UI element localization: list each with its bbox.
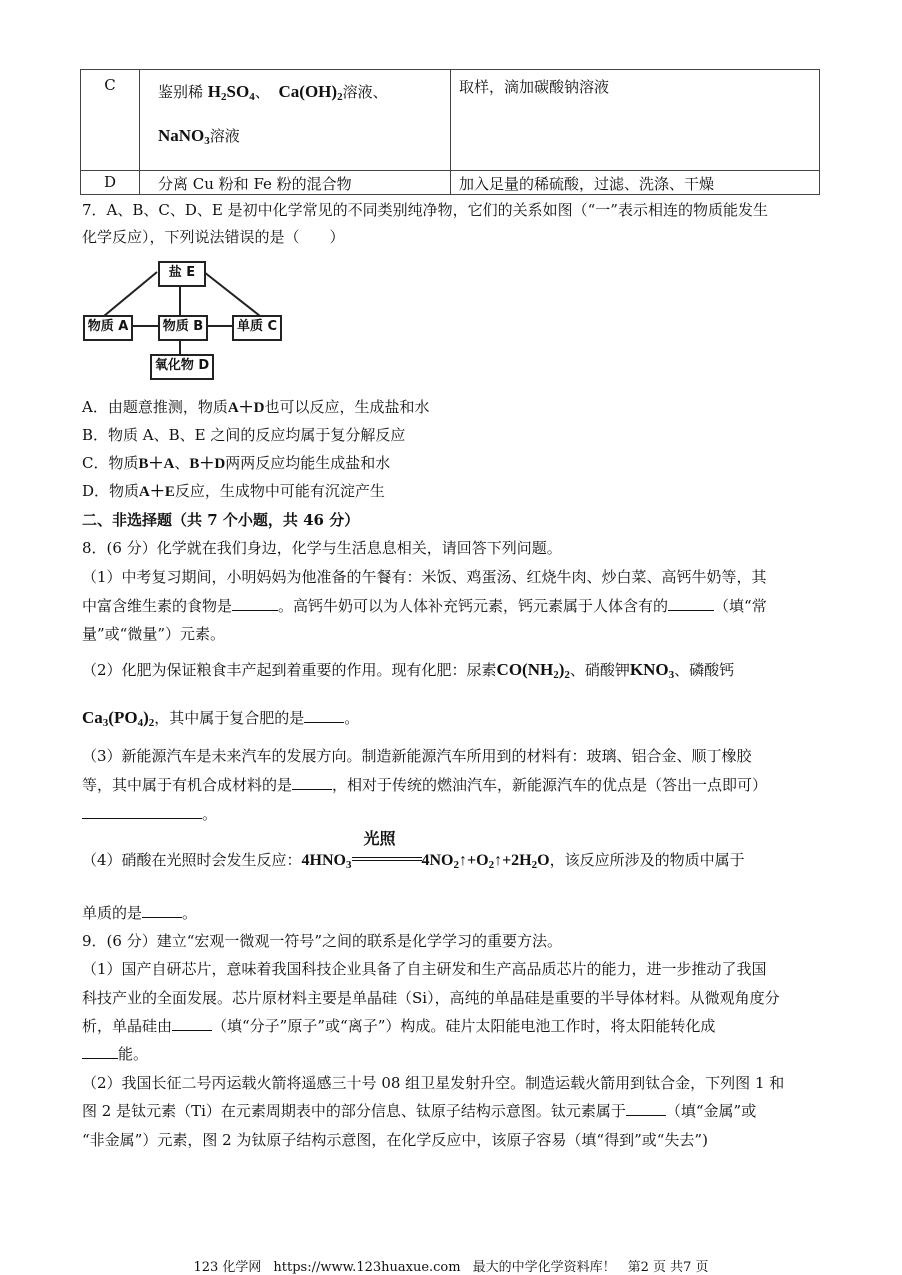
answer-blank[interactable]	[172, 1016, 212, 1031]
q8-p2-line2: $Ca_3(PO_4)_2$，其中属于复合肥的是 。	[82, 708, 360, 729]
option-method-cell	[451, 70, 820, 171]
q8-p3-line2: 等，其中属于有机合成材料的是 ，相对于传统的燃油汽车，新能源汽车的优点是（答出一点即可）	[82, 776, 768, 794]
q9-p1-line4: 能。	[82, 1044, 148, 1064]
footer-page-number: 第2 页 共7 页	[627, 1260, 709, 1275]
node-element-c: 单质 C	[232, 315, 282, 341]
option-letter-cell	[81, 171, 140, 195]
q8-p1-line1: （1）中考复习期间，小明妈妈为他准备的午餐有：米饭、鸡蛋汤、红烧牛肉、炒白菜、高钙牛奶等，其	[82, 568, 767, 586]
answer-blank[interactable]	[142, 903, 182, 918]
node-salt-e: 盐 E	[158, 261, 206, 287]
answer-blank[interactable]	[626, 1101, 666, 1116]
q8-stem: 8．(6 分）化学就在我们身边，化学与生活息息相关，请回答下列问题。	[82, 539, 562, 557]
option-method-cell	[451, 171, 820, 195]
option-letter: C	[104, 76, 116, 94]
footer-url[interactable]: https://www.123huaxue.com	[273, 1260, 461, 1275]
reaction-arrow	[352, 829, 422, 867]
options-table	[80, 69, 820, 195]
option-letter-cell	[81, 70, 140, 171]
q9-p2-line3: “非金属”）元素，图 2 为钛原子结构示意图，在化学反应中，该原子容易（填“得到”或“失去”)	[82, 1131, 708, 1149]
option-content-cell	[140, 70, 451, 171]
q9-p2-line2: 图 2 是钛元素（Ti）在元素周期表中的部分信息、钛原子结构示意图。钛元素属于 （填“金属”或	[82, 1102, 757, 1120]
q7-option-d: D．物质A＋E反应，生成物中可能有沉淀产生	[82, 482, 385, 500]
q7-stem-line2: 化学反应），下列说法错误的是（ ）	[82, 228, 345, 246]
q9-p1-line1: （1）国产自研芯片，意味着我国科技企业具备了自主研发和生产高品质芯片的能力，进一步推动了我国	[82, 960, 767, 978]
q9-p1-line2: 科技产业的全面发展。芯片原材料主要是单晶硅（Si），高纯的单晶硅是重要的半导体材料。从微观角度分	[82, 989, 780, 1007]
footer-slogan: 最大的中学化学资料库！	[472, 1260, 616, 1275]
q9-stem: 9．(6 分）建立“宏观一微观一符号”之间的联系是化学学习的重要方法。	[82, 932, 563, 950]
relation-diagram	[82, 258, 282, 383]
table-row	[81, 70, 820, 171]
q7-stem-line1: 7．A、B、C、D、E 是初中化学常见的不同类别纯净物，它们的关系如图（“一”表示相连的物质能发生	[82, 201, 768, 219]
answer-blank[interactable]	[82, 1044, 118, 1059]
q7-option-a: A．由题意推测，物质A＋D也可以反应，生成盐和水	[82, 398, 430, 416]
q8-p4-line2: 单质的是 。	[82, 904, 198, 922]
q8-p1-line2: 中富含维生素的食物是 。高钙牛奶可以为人体补充钙元素，钙元素属于人体含有的 （填“常	[82, 597, 767, 615]
q8-p2-line1: （2）化肥为保证粮食丰产起到着重要的作用。现有化肥：尿素$CO(NH_2)_2$、硝酸钾$KNO_3$、磷酸钙	[82, 660, 735, 681]
q8-p1-line3: 量”或“微量”）元素。	[82, 625, 226, 643]
answer-blank[interactable]	[292, 775, 332, 790]
node-oxide-d: 氧化物 D	[150, 354, 214, 380]
option-content: 鉴别稀 $H_2SO_4$、 $Ca(OH)_2$溶液、	[158, 82, 388, 103]
option-letter: D	[103, 173, 117, 191]
q7-option-c: C．物质B＋A、B＋D两两反应均能生成盐和水	[82, 454, 391, 472]
q8-p4-line1: （4）硝酸在光照时会发生反应：$4HNO_3$ 光照 $4NO_2↑+O_2↑+2H_2O$，该反应所涉及的物质中属于	[82, 829, 745, 871]
answer-blank[interactable]	[232, 596, 278, 611]
footer-site: 123 化学网	[193, 1260, 262, 1275]
option-content: 分离 Cu 粉和 Fe 粉的混合物	[158, 175, 352, 193]
answer-blank[interactable]	[304, 708, 344, 723]
answer-blank[interactable]	[668, 596, 714, 611]
q8-p3-line3: 。	[82, 804, 217, 824]
node-substance-b: 物质 B	[158, 315, 208, 341]
q7-option-b: B．物质 A、B、E 之间的反应均属于复分解反应	[82, 426, 406, 444]
q8-p3-line1: （3）新能源汽车是未来汽车的发展方向。制造新能源汽车所用到的材料有：玻璃、铝合金、顺丁橡胶	[82, 747, 752, 765]
section2-title: 二、非选择题（共 7 个小题，共 46 分）	[82, 511, 360, 529]
page-footer	[0, 1256, 902, 1275]
table-row	[81, 171, 820, 195]
option-content-line2: NaNO$_3$溶液	[158, 126, 240, 147]
reaction-condition: 光照	[363, 829, 396, 848]
q9-p1-line3: 析，单晶硅由 （填“分子”原子”或“离子”）构成。硅片太阳能电池工作时，将太阳能转化成	[82, 1017, 716, 1035]
q9-p2-line1: （2）我国长征二号丙运载火箭将遥感三十号 08 组卫星发射升空。制造运载火箭用到钛合金，下列图 1 和	[82, 1074, 785, 1092]
option-method: 取样，滴加碳酸钠溶液	[459, 78, 610, 96]
node-substance-a: 物质 A	[83, 315, 133, 341]
answer-blank[interactable]	[82, 804, 202, 819]
option-method: 加入足量的稀硫酸，过滤、洗涤、干燥	[459, 175, 715, 193]
option-content-cell	[140, 171, 451, 195]
